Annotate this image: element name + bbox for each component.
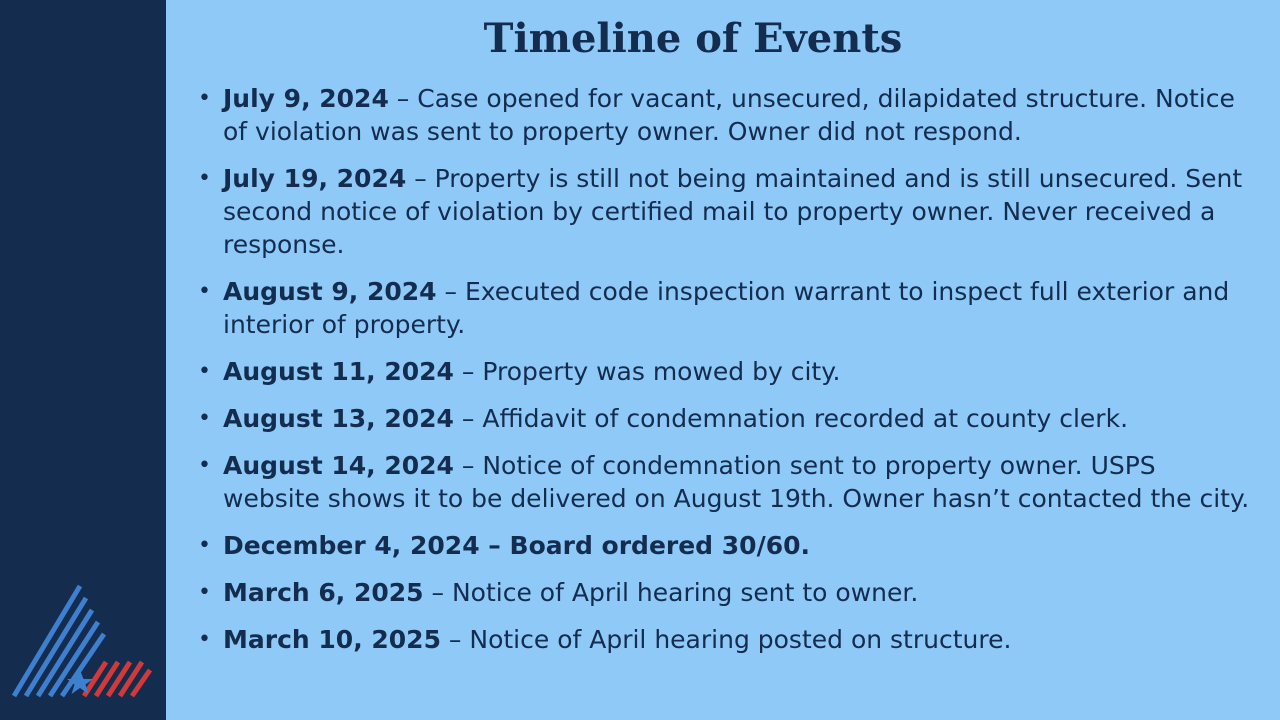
event-description: Affidavit of condemnation recorded at county clerk. [482,404,1129,433]
event-date: August 14, 2024 [223,451,454,480]
event-date: March 6, 2025 [223,578,424,607]
bullet-icon: • [198,279,211,304]
bullet-icon: • [198,533,211,558]
event-separator: – [436,277,465,306]
event-description: Property was mowed by city. [482,357,841,386]
timeline-item [198,576,1258,609]
slide-title: Timeline of Events [483,15,903,62]
timeline-item [198,355,1258,388]
event-date: August 13, 2024 [223,404,454,433]
sidebar-panel [0,0,166,720]
event-date: August 11, 2024 [223,357,454,386]
event-date: December 4, 2024 [223,531,480,560]
bullet-icon: • [198,359,211,384]
timeline-item [198,529,1258,562]
timeline-item [198,449,1258,515]
bullet-icon: • [198,453,211,478]
bullet-icon: • [198,627,211,652]
event-description: Notice of April hearing sent to owner. [451,578,919,607]
timeline-list [198,82,1258,670]
timeline-item [198,623,1258,656]
timeline-item [198,162,1258,261]
bullet-icon: • [198,166,211,191]
event-description: Property is still not being maintained and is still unsecured. Sent second notice of violation by certified mail to property owner. Never received a response. [223,164,1243,259]
event-description: Executed code inspection warrant to inspect full exterior and interior of property. [223,277,1230,339]
timeline-item [198,275,1258,341]
event-date: July 19, 2024 [223,164,407,193]
bullet-icon: • [198,580,211,605]
event-description: Board ordered 30/60. [509,531,810,560]
event-separator: – [453,357,483,386]
event-description: Notice of April hearing posted on structure. [469,625,1012,654]
event-separator: – [479,531,510,560]
bullet-icon: • [198,406,211,431]
event-separator: – [406,164,435,193]
event-date: July 9, 2024 [223,84,389,113]
event-date: March 10, 2025 [223,625,441,654]
timeline-item [198,82,1258,148]
event-date: August 9, 2024 [223,277,437,306]
event-description: Notice of condemnation sent to property owner. USPS website shows it to be delivered on August 19th. Owner hasn’t contacted the city. [223,451,1250,513]
stripes-star-logo-icon [8,578,158,702]
slide-content [166,0,1280,720]
timeline-item [198,402,1258,435]
event-separator: – [453,404,483,433]
event-separator: – [388,84,418,113]
event-description: Case opened for vacant, unsecured, dilapidated structure. Notice of violation was sent to property owner. Owner did not respond. [223,84,1235,146]
event-separator: – [440,625,470,654]
bullet-icon: • [198,86,211,111]
event-separator: – [423,578,452,607]
event-separator: – [453,451,483,480]
